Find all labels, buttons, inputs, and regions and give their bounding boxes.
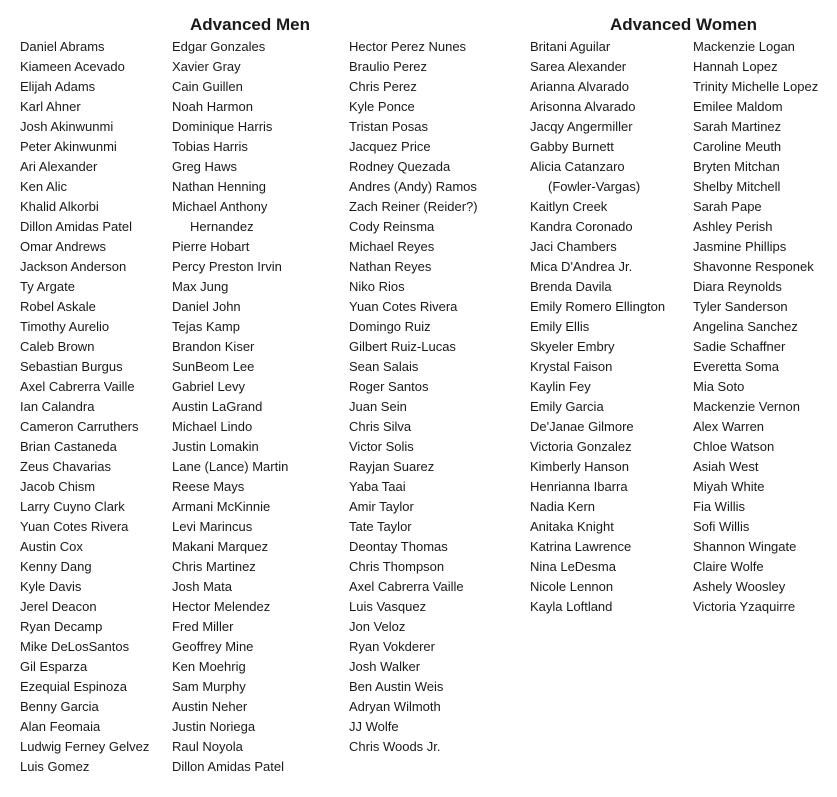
- name-list-item: Kaitlyn Creek: [530, 199, 608, 214]
- name-list-item: Sarah Pape: [693, 199, 762, 214]
- name-list-item: Anitaka Knight: [530, 519, 614, 534]
- name-list-item: Brandon Kiser: [172, 339, 255, 354]
- name-list-item: Levi Marincus: [172, 519, 253, 534]
- name-list-item: Nathan Reyes: [349, 259, 432, 274]
- name-list-item: Ludwig Ferney Gelvez: [20, 739, 150, 754]
- name-list-item: Shannon Wingate: [693, 539, 797, 554]
- name-list-item: Caroline Meuth: [693, 139, 782, 154]
- name-list-item: Austin Cox: [20, 539, 83, 554]
- name-list-item: Henrianna Ibarra: [530, 479, 628, 494]
- name-list-item: Juan Sein: [349, 399, 407, 414]
- name-list-item: Ken Alic: [20, 179, 67, 194]
- name-list-item: Lane (Lance) Martin: [172, 459, 289, 474]
- name-list-item: Dillon Amidas Patel: [172, 759, 284, 774]
- name-list-item: Rayjan Suarez: [349, 459, 435, 474]
- name-list-item: Alex Warren: [693, 419, 765, 434]
- name-list-item: Ian Calandra: [20, 399, 95, 414]
- name-list-item: De'Janae Gilmore: [530, 419, 634, 434]
- name-list-item: Armani McKinnie: [172, 499, 271, 514]
- name-list-item: Timothy Aurelio: [20, 319, 110, 334]
- name-list-item: Angelina Sanchez: [693, 319, 798, 334]
- men-column-2: [172, 37, 288, 777]
- name-list-item: Max Jung: [172, 279, 229, 294]
- name-list-item: Jerel Deacon: [20, 599, 97, 614]
- name-list-item: Braulio Perez: [349, 59, 428, 74]
- name-list-item: Hernandez: [190, 219, 254, 234]
- name-list-item: Gil Esparza: [20, 659, 88, 674]
- name-list-item: Shavonne Responek: [693, 259, 814, 274]
- name-list-item: Makani Marquez: [172, 539, 269, 554]
- name-list-item: Victor Solis: [349, 439, 414, 454]
- name-list-item: Kimberly Hanson: [530, 459, 629, 474]
- name-list-item: Bryten Mitchan: [693, 159, 780, 174]
- name-list-item: Axel Cabrerra Vaille: [349, 579, 464, 594]
- name-list-item: Britani Aguilar: [530, 39, 611, 54]
- name-list-item: Kayla Loftland: [530, 599, 613, 614]
- name-list-item: Shelby Mitchell: [693, 179, 781, 194]
- name-list-item: Zach Reiner (Reider?): [349, 199, 478, 214]
- name-list-item: Luis Vasquez: [349, 599, 427, 614]
- name-list-item: Ashely Woosley: [693, 579, 786, 594]
- name-list-item: Kyle Davis: [20, 579, 82, 594]
- name-list-item: Raul Noyola: [172, 739, 243, 754]
- name-list-item: Roger Santos: [349, 379, 429, 394]
- name-list-item: Luis Gomez: [20, 759, 90, 774]
- name-list-item: Ari Alexander: [20, 159, 98, 174]
- name-list-item: Jacquez Price: [349, 139, 431, 154]
- women-column-2: [693, 37, 818, 617]
- name-list-item: Michael Anthony: [172, 199, 268, 214]
- name-list-item: Victoria Yzaquirre: [693, 599, 796, 614]
- name-list-item: Skyeler Embry: [530, 339, 615, 354]
- name-list-item: Benny Garcia: [20, 699, 99, 714]
- name-list-item: Ezequial Espinoza: [20, 679, 127, 694]
- name-list-item: Caleb Brown: [20, 339, 95, 354]
- name-list-item: Percy Preston Irvin: [172, 259, 282, 274]
- name-list-item: Edgar Gonzales: [172, 39, 266, 54]
- name-list-item: JJ Wolfe: [349, 719, 399, 734]
- name-list-item: Zeus Chavarias: [20, 459, 112, 474]
- name-list-item: Kyle Ponce: [349, 99, 415, 114]
- name-list-item: Ken Moehrig: [172, 659, 246, 674]
- name-list-item: Hector Perez Nunes: [349, 39, 467, 54]
- men-column-1: [20, 37, 149, 777]
- name-list-item: Xavier Gray: [172, 59, 241, 74]
- name-list-item: SunBeom Lee: [172, 359, 255, 374]
- name-list-item: Domingo Ruiz: [349, 319, 431, 334]
- name-list-item: Nina LeDesma: [530, 559, 616, 574]
- name-list-item: Jackson Anderson: [20, 259, 127, 274]
- name-list-item: Sofi Willis: [693, 519, 750, 534]
- name-list-item: Tate Taylor: [349, 519, 412, 534]
- name-list-item: Emilee Maldom: [693, 99, 783, 114]
- name-list-item: Sean Salais: [349, 359, 419, 374]
- name-list-item: Chris Silva: [349, 419, 412, 434]
- name-list-item: Robel Askale: [20, 299, 96, 314]
- name-list-item: Jon Veloz: [349, 619, 406, 634]
- name-list-item: Tyler Sanderson: [693, 299, 788, 314]
- name-list-item: Dominique Harris: [172, 119, 273, 134]
- name-list-item: Dillon Amidas Patel: [20, 219, 132, 234]
- name-list-item: Niko Rios: [349, 279, 405, 294]
- name-list-item: Cody Reinsma: [349, 219, 435, 234]
- name-list-item: Yuan Cotes Rivera: [20, 519, 129, 534]
- name-list-item: Alan Feomaia: [20, 719, 101, 734]
- name-list-item: Nathan Henning: [172, 179, 266, 194]
- name-list-item: Michael Reyes: [349, 239, 435, 254]
- name-list-item: Cain Guillen: [172, 79, 243, 94]
- name-list-item: Ashley Perish: [693, 219, 773, 234]
- name-list-item: Tristan Posas: [349, 119, 428, 134]
- name-list-item: Sam Murphy: [172, 679, 246, 694]
- name-list-item: Omar Andrews: [20, 239, 106, 254]
- name-list-item: Ty Argate: [20, 279, 75, 294]
- name-list-item: Mike DeLosSantos: [20, 639, 130, 654]
- name-list-item: Mackenzie Vernon: [693, 399, 800, 414]
- name-list-item: Josh Walker: [349, 659, 421, 674]
- name-list-item: Larry Cuyno Clark: [20, 499, 125, 514]
- name-list-item: Jacob Chism: [20, 479, 96, 494]
- name-list-item: Elijah Adams: [20, 79, 96, 94]
- name-list-item: Justin Lomakin: [172, 439, 259, 454]
- name-list-item: Jaci Chambers: [530, 239, 617, 254]
- name-list-item: Emily Romero Ellington: [530, 299, 666, 314]
- name-list-item: Josh Akinwunmi: [20, 119, 114, 134]
- name-list-item: Diara Reynolds: [693, 279, 782, 294]
- name-list-item: Reese Mays: [172, 479, 245, 494]
- name-list-item: Daniel Abrams: [20, 39, 105, 54]
- name-list-item: Josh Mata: [172, 579, 232, 594]
- advanced-women-heading: Advanced Women: [610, 15, 758, 34]
- name-list-item: Gabriel Levy: [172, 379, 245, 394]
- name-list-item: Ryan Decamp: [20, 619, 103, 634]
- name-list-item: Chris Martinez: [172, 559, 256, 574]
- name-list-item: Pierre Hobart: [172, 239, 250, 254]
- name-list-item: Mackenzie Logan: [693, 39, 795, 54]
- name-list-item: Fia Willis: [693, 499, 745, 514]
- name-list-item: Justin Noriega: [172, 719, 256, 734]
- name-list-item: Emily Ellis: [530, 319, 590, 334]
- name-list-item: Asiah West: [693, 459, 759, 474]
- name-list-item: Kaylin Fey: [530, 379, 591, 394]
- name-list-item: Kiameen Acevado: [20, 59, 125, 74]
- name-list-item: Geoffrey Mine: [172, 639, 254, 654]
- name-list-item: Gabby Burnett: [530, 139, 614, 154]
- name-list-item: Tejas Kamp: [172, 319, 240, 334]
- name-list-item: Claire Wolfe: [693, 559, 764, 574]
- name-list-item: Brenda Davila: [530, 279, 612, 294]
- name-list-item: Nadia Kern: [530, 499, 596, 514]
- name-list-item: Yuan Cotes Rivera: [349, 299, 458, 314]
- name-list-item: Peter Akinwunmi: [20, 139, 117, 154]
- name-list-item: Andres (Andy) Ramos: [349, 179, 477, 194]
- name-list-item: Adryan Wilmoth: [349, 699, 441, 714]
- name-list-item: Chris Woods Jr.: [349, 739, 441, 754]
- name-list-item: Krystal Faison: [530, 359, 613, 374]
- name-list-item: Gilbert Ruiz-Lucas: [349, 339, 456, 354]
- name-list-item: Ben Austin Weis: [349, 679, 444, 694]
- name-list-item: Axel Cabrerra Vaille: [20, 379, 135, 394]
- name-list-item: Daniel John: [172, 299, 241, 314]
- name-list-item: Jacqy Angermiller: [530, 119, 633, 134]
- name-list-item: Hannah Lopez: [693, 59, 778, 74]
- name-list-item: Tobias Harris: [172, 139, 248, 154]
- name-list-item: Sarea Alexander: [530, 59, 627, 74]
- name-list-item: Brian Castaneda: [20, 439, 117, 454]
- name-list-item: Emily Garcia: [530, 399, 604, 414]
- name-list-item: Amir Taylor: [349, 499, 414, 514]
- name-list-item: Mia Soto: [693, 379, 745, 394]
- name-list-item: Mica D'Andrea Jr.: [530, 259, 633, 274]
- name-list-item: Kandra Coronado: [530, 219, 633, 234]
- name-list-item: Sadie Schaffner: [693, 339, 786, 354]
- name-list-item: Ryan Vokderer: [349, 639, 435, 654]
- name-list-item: Everetta Soma: [693, 359, 779, 374]
- name-list-item: Victoria Gonzalez: [530, 439, 632, 454]
- women-column-1: [530, 37, 665, 617]
- name-list-item: Austin Neher: [172, 699, 248, 714]
- name-list-item: Chris Thompson: [349, 559, 445, 574]
- name-list-item: Yaba Taai: [349, 479, 406, 494]
- name-list-item: Cameron Carruthers: [20, 419, 139, 434]
- name-list-item: Karl Ahner: [20, 99, 81, 114]
- name-list-item: Trinity Michelle Lopez: [693, 79, 819, 94]
- name-list-item: Austin LaGrand: [172, 399, 263, 414]
- name-list-item: Noah Harmon: [172, 99, 253, 114]
- name-list-item: Khalid Alkorbi: [20, 199, 99, 214]
- name-list-item: Katrina Lawrence: [530, 539, 632, 554]
- name-list-item: Arianna Alvarado: [530, 79, 630, 94]
- name-list-item: Alicia Catanzaro: [530, 159, 625, 174]
- men-column-3: [349, 37, 478, 757]
- name-list-item: Michael Lindo: [172, 419, 253, 434]
- name-list-item: Nicole Lennon: [530, 579, 614, 594]
- name-list-item: Miyah White: [693, 479, 765, 494]
- name-list-item: Chris Perez: [349, 79, 417, 94]
- name-list-item: (Fowler-Vargas): [548, 179, 641, 194]
- name-list-item: Fred Miller: [172, 619, 234, 634]
- name-list-item: Sebastian Burgus: [20, 359, 123, 374]
- name-list-item: Sarah Martinez: [693, 119, 782, 134]
- name-list-item: Rodney Quezada: [349, 159, 451, 174]
- name-list-item: Arisonna Alvarado: [530, 99, 636, 114]
- name-list-item: Chloe Watson: [693, 439, 775, 454]
- name-list-item: Greg Haws: [172, 159, 238, 174]
- name-list-item: Jasmine Phillips: [693, 239, 787, 254]
- name-list-item: Deontay Thomas: [349, 539, 448, 554]
- name-list-item: Kenny Dang: [20, 559, 92, 574]
- name-list-item: Hector Melendez: [172, 599, 271, 614]
- advanced-men-heading: Advanced Men: [190, 15, 310, 34]
